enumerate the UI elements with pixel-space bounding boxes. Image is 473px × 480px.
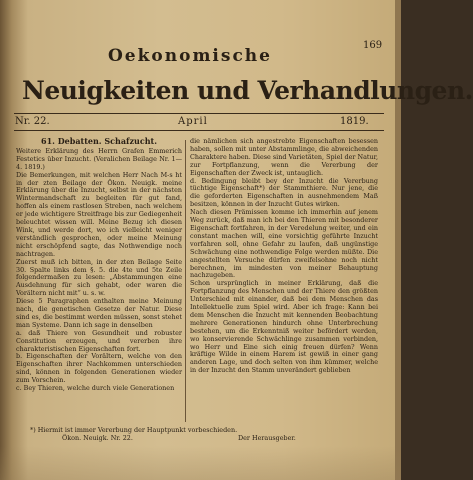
page-number: 169: [363, 40, 383, 51]
paragraph: Diese 5 Paragraphen enthalten meine Meinung nach, die genetischen Gesetze der Natur. Diese sind es, die bestimmt werden müssen, sonst stehet man Systeme. Dann ich sage in denselben: [16, 297, 182, 329]
paragraph: Schon ursprünglich in meiner Erklärung, daß die Fortpflanzung des Menschen und der Thiere den größten Unterschied mit einander, daß bei dem Menschen das Intellektuelle zum Spiel wird. Aber ich frage: Kann bei dem Menschen die Inzucht mit kennenden Beobachtung mehrere Generationen hindurch ohne Unterbrechung bestehen, um die Erkenntniß weiter befördert werden, wo konservierende Schwächlinge zusammen verbinden, wo Herr und Eine sich einig freuen dürfen? Wenn kräftige Wilde in einem Harem ist gewiß in einer gang anderen Lage, und doch selten von ihm kümmer, welche in der Inzucht den Stamm unverändert geblieben: [190, 279, 378, 375]
header-rule-top: [14, 113, 384, 114]
paragraph: Weitere Erklärung des Herrn Grafen Emmerich Festetics über Inzucht. (Veralichen Beilage Nr. 1—4. 1819.): [16, 146, 182, 171]
issue-month: April: [178, 116, 208, 127]
signature-mark: Ökon. Neuigk. Nr. 22.: [62, 434, 133, 442]
paragraph: Zuerst muß ich bitten, in der zten Beilage Seite 30. Spalte links dem §. 5. die 4te und 5te Zeile folgendermaßen zu lesen: „Abstammungen eine Ausdehnung für sich gehabt, oder waren die Vorältern nicht mit“ u. s. w.: [16, 257, 182, 298]
paragraph: a. daß Thiere von Gesundheit und robuster Constitution erzeugen, und vererben ihre charakteristischen Eigenschaften fort.: [16, 328, 182, 353]
right-column: [190, 138, 378, 375]
paragraph: die nämlichen sich angestrebte Eigenschaften besessen haben, sollen mit unter Abstammlinge, die abweichenden Charaktere haben. Diese sind Varietäten, Spiel der Natur, zur Fortpflanzung, wenn die Vererbung der Eigenschaften der Zweck ist, untauglich.: [190, 137, 378, 177]
paragraph: b. Eigenschaften der Vorältern, welche von den Eigenschaften ihrer Nachkommen unterschieden sind, können in folgenden Generationen wieder zum Vorschein.: [16, 352, 182, 385]
paragraph: Nach diesen Prämissen komme ich immerhin auf jenem Weg zurück, daß man ich bei den Thieren mit besonderer Eigenschaft fortfahren, in der Veredelung weiter, und ein constant machen will, eine vorsichtig geführte Inzucht vorfahren soll, ohne Gefahr zu laufen, daß ungünstige Schwächung eine nothwendige Folge werden müßte. Die angestellten Versuche dürfen zweifelsohne noch nicht berechnen, im mindesten von meiner Behauptung nachzugeben.: [190, 208, 378, 280]
footnote: *) Hiermit ist immer Vererbung der Hauptpunkt vorbeschieden.: [30, 426, 238, 434]
issue-number: Nr. 22.: [15, 116, 50, 127]
paragraph: c. Bey Thieren, welche durch viele Generationen: [16, 384, 175, 393]
column-divider: [185, 140, 186, 422]
issue-year: 1819.: [340, 116, 369, 127]
page-shadow: [0, 446, 401, 480]
masthead-line-1: Oekonomische: [108, 46, 272, 66]
page-edge: [395, 0, 401, 480]
masthead-line-2: Neuigkeiten und Verhandlungen.: [22, 76, 473, 105]
left-column: [16, 138, 182, 393]
editor-credit: Der Herausgeber.: [238, 434, 296, 442]
paragraph: d. Bedingung bleibt bey der Inzucht die Vererbung tüchtige Eigenschaft*) der Stammthiere. Nur jene, die die geforderten Eigenschaften in ausnehmendem Maß besitzen, können in der Inzucht Gutes wirken.: [190, 176, 378, 209]
paragraph: Die Bemerkungen, mit welchen Herr Nach M-s ht in der zten Beilage der Ökon. Neuigk. meine Erklärung über die Inzucht, selbst in der nächsten Wintermandschaft zu begleiten für gut fand, hoffen als einem rastlosen Streben, nach welchem er jede wichtigere Streitfrage bis zur Gediegenheit beleuchtet wissen will. Meine Bezug ich diesen Wink, und werde dort, wo ich vielleicht weniger verständlich gesprochen, oder meine Meinung nicht erschöpfend sagte, das Nothwendige noch nachtragen.: [16, 170, 182, 258]
header-rule-bottom: [14, 130, 384, 131]
article-heading: 61. Debatten. Schafzucht.: [41, 136, 157, 146]
